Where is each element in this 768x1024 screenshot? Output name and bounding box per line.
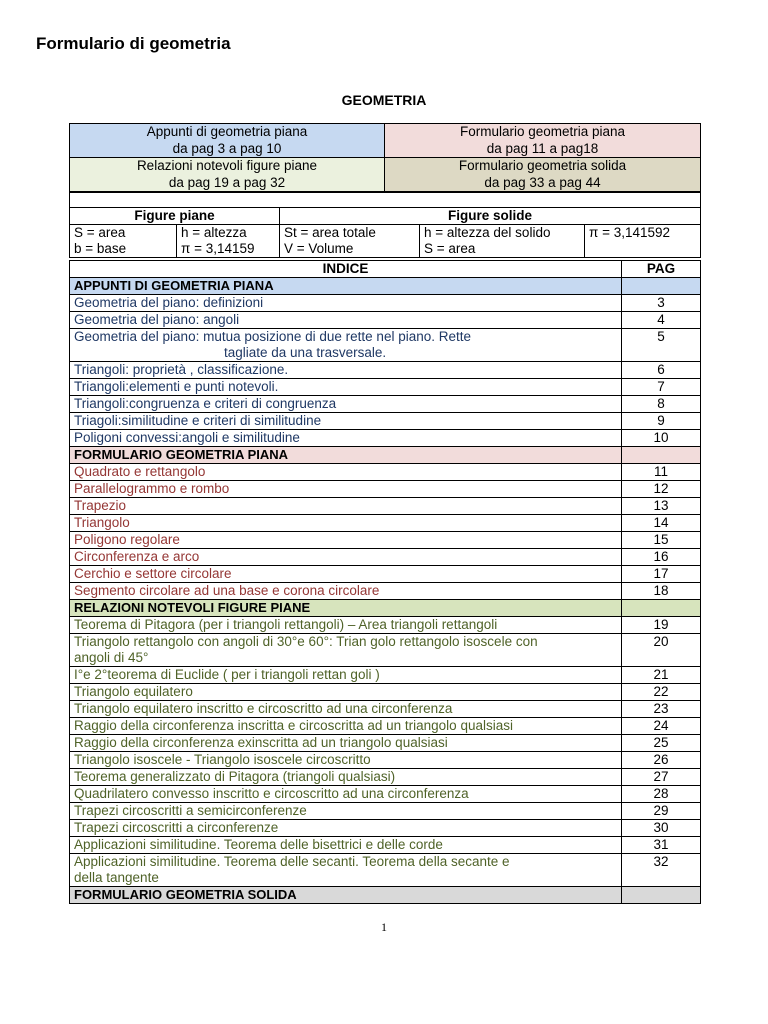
index-page: 20 bbox=[622, 634, 701, 667]
index-page: 3 bbox=[622, 295, 701, 312]
index-entry: Trapezi circoscritti a semicirconferenze bbox=[70, 803, 622, 820]
index-header: INDICE bbox=[70, 261, 622, 278]
section-pages: da pag 19 a pag 32 bbox=[168, 174, 286, 190]
section-title: Appunti di geometria piana bbox=[146, 124, 308, 139]
index-entry-line: Geometria del piano: mutua posizione di due rette nel piano. Rette bbox=[74, 329, 471, 344]
index-page: 23 bbox=[622, 701, 701, 718]
index-page: 19 bbox=[622, 617, 701, 634]
index-page: 4 bbox=[622, 312, 701, 329]
index-page: 22 bbox=[622, 684, 701, 701]
pag-header: PAG bbox=[622, 261, 701, 278]
legend-item: π = 3,14159 bbox=[177, 241, 280, 258]
legend-table bbox=[69, 192, 701, 258]
plane-figures-header: Figure piane bbox=[70, 208, 280, 225]
index-page: 18 bbox=[622, 583, 701, 600]
index-entry: Triangolo isoscele - Triangolo isoscele circoscritto bbox=[70, 752, 622, 769]
index-page: 5 bbox=[622, 329, 701, 362]
index-entry: Triangolo equilatero bbox=[70, 684, 622, 701]
section-title: Formulario geometria solida bbox=[458, 158, 627, 173]
section-row-title: FORMULARIO GEOMETRIA SOLIDA bbox=[70, 887, 622, 904]
legend-item bbox=[585, 241, 701, 258]
index-page: 31 bbox=[622, 837, 701, 854]
index-page: 26 bbox=[622, 752, 701, 769]
index-page: 32 bbox=[622, 854, 701, 887]
section-cell-appunti bbox=[70, 124, 385, 158]
index-page: 15 bbox=[622, 532, 701, 549]
index-entry: Segmento circolare ad una base e corona circolare bbox=[70, 583, 622, 600]
index-entry: Teorema generalizzato di Pitagora (triangoli qualsiasi) bbox=[70, 769, 622, 786]
index-page: 17 bbox=[622, 566, 701, 583]
index-page: 9 bbox=[622, 413, 701, 430]
page-number: 1 bbox=[381, 920, 387, 934]
section-title: Relazioni notevoli figure piane bbox=[136, 158, 318, 173]
index-entry: Poligoni convessi:angoli e similitudine bbox=[70, 430, 622, 447]
index-entry: Geometria del piano: definizioni bbox=[70, 295, 622, 312]
legend-item: S = area bbox=[420, 241, 585, 258]
index-entry-line: Triangolo rettangolo con angoli di 30°e 60°: Trian golo rettangolo isoscele con bbox=[74, 634, 538, 649]
index-page: 28 bbox=[622, 786, 701, 803]
spacer-row bbox=[70, 193, 701, 208]
section-row-title: RELAZIONI NOTEVOLI FIGURE PIANE bbox=[70, 600, 622, 617]
section-heading: GEOMETRIA bbox=[341, 92, 427, 108]
index-entry: Teorema di Pitagora (per i triangoli rettangoli) – Area triangoli rettangoli bbox=[70, 617, 622, 634]
index-entry bbox=[70, 634, 622, 667]
index-page: 16 bbox=[622, 549, 701, 566]
index-entry: Raggio della circonferenza exinscritta ad un triangolo qualsiasi bbox=[70, 735, 622, 752]
legend-item: b = base bbox=[70, 241, 177, 258]
section-row-title: FORMULARIO GEOMETRIA PIANA bbox=[70, 447, 622, 464]
index-entry-line: della tangente bbox=[74, 870, 159, 885]
index-entry: Triangolo equilatero inscritto e circoscritto ad una circonferenza bbox=[70, 701, 622, 718]
section-row-pag bbox=[622, 447, 701, 464]
index-page: 10 bbox=[622, 430, 701, 447]
index-entry-line: angoli di 45° bbox=[74, 650, 149, 665]
section-row-pag bbox=[622, 278, 701, 295]
section-row-pag bbox=[622, 887, 701, 904]
legend-item: S = area bbox=[70, 225, 177, 242]
document-title: Formulario di geometria bbox=[36, 34, 231, 53]
index-page: 7 bbox=[622, 379, 701, 396]
index-entry: Parallelogrammo e rombo bbox=[70, 481, 622, 498]
index-entry: Quadrato e rettangolo bbox=[70, 464, 622, 481]
index-entry: Raggio della circonferenza inscritta e circoscritta ad un triangolo qualsiasi bbox=[70, 718, 622, 735]
index-entry: Triangoli:elementi e punti notevoli. bbox=[70, 379, 622, 396]
index-entry: Poligono regolare bbox=[70, 532, 622, 549]
section-cell-formulario-piana bbox=[385, 124, 701, 158]
index-entry bbox=[70, 854, 622, 887]
index-entry bbox=[70, 329, 622, 362]
index-entry: Triagoli:similitudine e criteri di similitudine bbox=[70, 413, 622, 430]
section-row-pag bbox=[622, 600, 701, 617]
legend-item: h = altezza del solido bbox=[420, 225, 585, 242]
index-entry: Triangoli: proprietà , classificazione. bbox=[70, 362, 622, 379]
index-entry: Circonferenza e arco bbox=[70, 549, 622, 566]
index-entry: Trapezio bbox=[70, 498, 622, 515]
index-page: 8 bbox=[622, 396, 701, 413]
index-page: 13 bbox=[622, 498, 701, 515]
section-title: Formulario geometria piana bbox=[459, 124, 626, 139]
index-page: 6 bbox=[622, 362, 701, 379]
index-page: 12 bbox=[622, 481, 701, 498]
index-entry: Triangolo bbox=[70, 515, 622, 532]
legend-item: V = Volume bbox=[280, 241, 420, 258]
index-page: 21 bbox=[622, 667, 701, 684]
index-entry: Geometria del piano: angoli bbox=[70, 312, 622, 329]
index-table bbox=[69, 260, 701, 904]
index-entry-line: tagliate da una trasversale. bbox=[224, 345, 387, 360]
section-pages: da pag 11 a pag18 bbox=[486, 140, 599, 156]
section-pages: da pag 33 a pag 44 bbox=[484, 174, 601, 190]
index-entry: I°e 2°teorema di Euclide ( per i triangoli rettan goli ) bbox=[70, 667, 622, 684]
index-entry-line: Applicazioni similitudine. Teorema delle secanti. Teorema della secante e bbox=[74, 854, 510, 869]
index-page: 11 bbox=[622, 464, 701, 481]
legend-item: h = altezza bbox=[177, 225, 280, 242]
index-page: 14 bbox=[622, 515, 701, 532]
index-entry: Trapezi circoscritti a circonferenze bbox=[70, 820, 622, 837]
legend-item: π = 3,141592 bbox=[585, 225, 701, 242]
index-page: 24 bbox=[622, 718, 701, 735]
index-entry: Applicazioni similitudine. Teorema delle bisettrici e delle corde bbox=[70, 837, 622, 854]
section-row-title: APPUNTI DI GEOMETRIA PIANA bbox=[70, 278, 622, 295]
section-pages: da pag 3 a pag 10 bbox=[172, 140, 282, 156]
index-entry: Cerchio e settore circolare bbox=[70, 566, 622, 583]
sections-table bbox=[69, 123, 701, 192]
index-entry: Triangoli:congruenza e criteri di congruenza bbox=[70, 396, 622, 413]
section-cell-formulario-solida bbox=[385, 158, 701, 192]
solid-figures-header: Figure solide bbox=[280, 208, 701, 225]
index-page: 29 bbox=[622, 803, 701, 820]
section-cell-relazioni bbox=[70, 158, 385, 192]
index-page: 30 bbox=[622, 820, 701, 837]
index-entry: Quadrilatero convesso inscritto e circoscritto ad una circonferenza bbox=[70, 786, 622, 803]
index-page: 27 bbox=[622, 769, 701, 786]
legend-item: St = area totale bbox=[280, 225, 420, 242]
index-page: 25 bbox=[622, 735, 701, 752]
